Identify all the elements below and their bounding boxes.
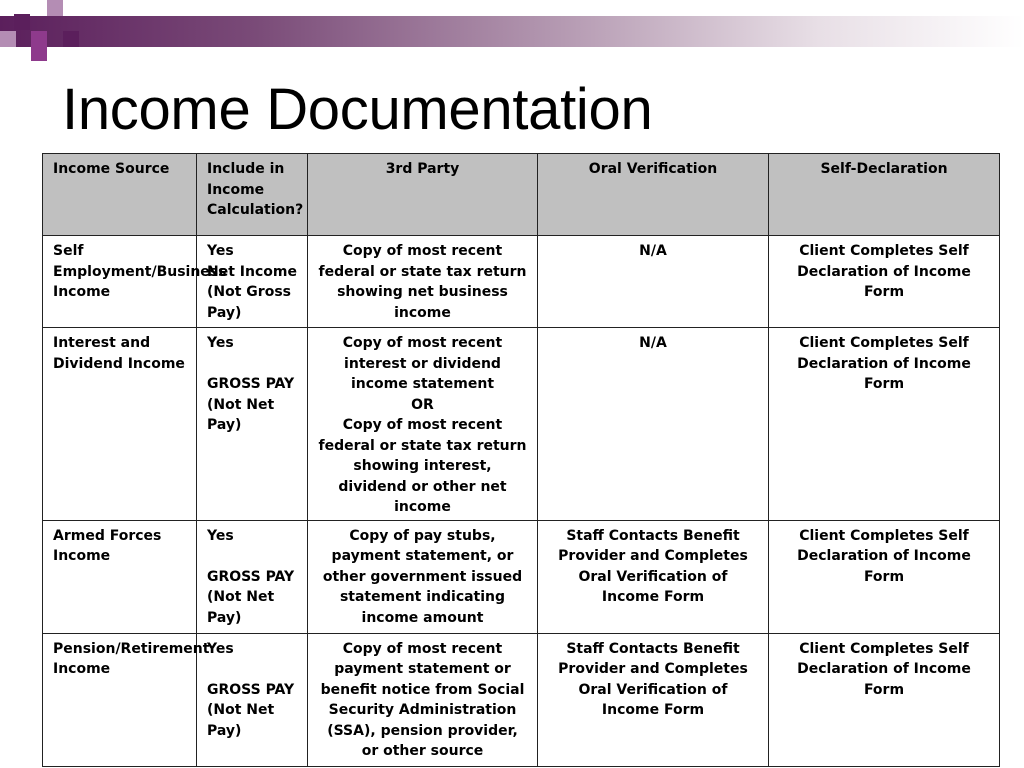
cell-income-source: Self Employment/Business Income	[43, 236, 197, 328]
decor-square-4	[31, 31, 47, 47]
header-gradient-bar	[0, 16, 1024, 47]
cell-include: Yes Net Income (Not Gross Pay)	[197, 236, 308, 328]
cell-oral-verification: N/A	[538, 328, 769, 521]
cell-income-source: Interest and Dividend Income	[43, 328, 197, 521]
cell-third-party: Copy of pay stubs, payment statement, or other government issued statement indicating income amount	[308, 520, 538, 633]
cell-self-declaration: Client Completes Self Declaration of Income Form	[769, 520, 1000, 633]
header-include-in-calculation: Include in Income Calculation?	[197, 154, 308, 236]
cell-oral-verification: Staff Contacts Benefit Provider and Completes Oral Verification of Income Form	[538, 633, 769, 766]
page-title: Income Documentation	[62, 77, 653, 142]
cell-income-source: Pension/Retirement Income	[43, 633, 197, 766]
header-oral-verification: Oral Verification	[538, 154, 769, 236]
cell-third-party: Copy of most recent federal or state tax return showing net business income	[308, 236, 538, 328]
decor-square-1	[14, 14, 30, 30]
cell-income-source: Armed Forces Income	[43, 520, 197, 633]
table-row	[43, 236, 1000, 328]
cell-oral-verification: N/A	[538, 236, 769, 328]
header-income-source: Income Source	[43, 154, 197, 236]
cell-include: Yes GROSS PAY (Not Net Pay)	[197, 520, 308, 633]
header-third-party: 3rd Party	[308, 154, 538, 236]
decor-square-6	[31, 47, 47, 61]
decor-square-2	[47, 0, 63, 16]
table-row	[43, 328, 1000, 521]
table-header-row	[43, 154, 1000, 236]
decor-square-5	[63, 31, 79, 47]
decor-square-3	[0, 31, 16, 47]
cell-self-declaration: Client Completes Self Declaration of Income Form	[769, 633, 1000, 766]
cell-self-declaration: Client Completes Self Declaration of Income Form	[769, 236, 1000, 328]
cell-third-party: Copy of most recent interest or dividend income statement OR Copy of most recent federal or state tax return showing interest, dividend or other net income	[308, 328, 538, 521]
cell-include: Yes GROSS PAY (Not Net Pay)	[197, 328, 308, 521]
header-self-declaration: Self-Declaration	[769, 154, 1000, 236]
cell-include: Yes GROSS PAY (Not Net Pay)	[197, 633, 308, 766]
cell-oral-verification: Staff Contacts Benefit Provider and Completes Oral Verification of Income Form	[538, 520, 769, 633]
income-documentation-table	[42, 153, 1000, 767]
cell-self-declaration: Client Completes Self Declaration of Income Form	[769, 328, 1000, 521]
cell-third-party: Copy of most recent payment statement or benefit notice from Social Security Administration (SSA), pension provider, or other source	[308, 633, 538, 766]
table-row	[43, 633, 1000, 766]
table-row	[43, 520, 1000, 633]
